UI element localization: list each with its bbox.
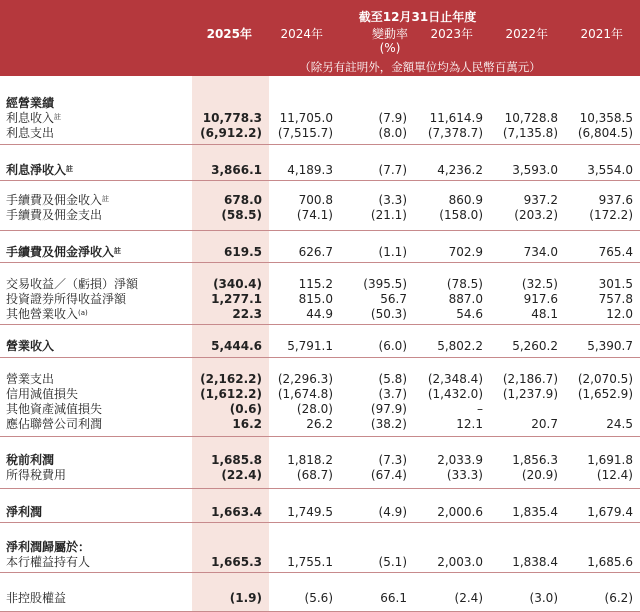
- row-label-text: 手續費及佣金支出: [6, 208, 103, 222]
- row-label: [6, 306, 88, 322]
- value-2021: 3,554.0: [587, 163, 633, 177]
- value-2021: 1,679.4: [587, 505, 633, 519]
- table-row: [0, 554, 640, 570]
- row-label-text: 手續費及佣金收入: [6, 193, 103, 207]
- value-change: 56.7: [380, 292, 407, 306]
- value-change: (3.3): [378, 193, 407, 207]
- row-label-text: 淨利潤: [6, 505, 43, 519]
- value-2024: (68.7): [296, 468, 333, 482]
- row-label-text: 所得稅費用: [6, 468, 67, 482]
- value-2023: 887.0: [448, 292, 483, 306]
- value-2024: 115.2: [298, 277, 333, 291]
- row-label: [6, 371, 54, 387]
- value-2022: (1,237.9): [502, 387, 558, 401]
- value-change: (8.0): [378, 126, 407, 140]
- value-2024: 700.8: [298, 193, 333, 207]
- row-label: [6, 95, 54, 111]
- row-label: [6, 276, 138, 292]
- currency-note: （除另有註明外，金額單位均為人民幣百萬元）: [299, 60, 541, 74]
- table-row: [0, 162, 640, 178]
- value-change: (50.3): [370, 307, 407, 321]
- row-label: [6, 192, 109, 208]
- period-heading: 截至12月31日止年度: [358, 10, 477, 24]
- value-2021: 937.6: [598, 193, 633, 207]
- table-row: [0, 504, 640, 520]
- value-2021: 5,390.7: [587, 339, 633, 353]
- year-2024-heading: 2024年: [280, 27, 323, 41]
- value-change: (395.5): [363, 277, 407, 291]
- table-row: [0, 276, 640, 292]
- row-label-text: 利息淨收入: [6, 163, 67, 177]
- value-2025: 16.2: [232, 417, 262, 431]
- value-2025: (0.6): [229, 402, 262, 416]
- row-label: [6, 401, 102, 417]
- table-row: [0, 125, 640, 141]
- year-2021-heading: 2021年: [580, 27, 623, 41]
- table-row: [0, 467, 640, 483]
- value-2022: 48.1: [531, 307, 558, 321]
- value-2023: 702.9: [448, 245, 483, 259]
- value-2023: (1,432.0): [427, 387, 483, 401]
- row-label: [6, 162, 73, 178]
- value-2024: (5.6): [304, 591, 333, 605]
- value-change: (7.9): [378, 111, 407, 125]
- table-row: [0, 95, 640, 111]
- value-2021: (172.2): [589, 208, 633, 222]
- row-label-text: 應佔聯營公司利潤: [6, 417, 103, 431]
- value-2024: 1,749.5: [287, 505, 333, 519]
- value-2025: (2,162.2): [200, 372, 262, 386]
- value-2024: (74.1): [296, 208, 333, 222]
- row-label-text: 其他營業收入: [6, 307, 79, 321]
- value-2025: 678.0: [224, 193, 262, 207]
- table-row: [0, 110, 640, 126]
- table-row: [0, 401, 640, 417]
- row-divider: [0, 324, 640, 325]
- row-label-text: 手續費及佣金淨收入: [6, 245, 115, 259]
- change-rate-label: 變動率: [371, 27, 408, 41]
- value-2024: 815.0: [298, 292, 333, 306]
- value-2025: 619.5: [224, 245, 262, 259]
- value-2023: (33.3): [446, 468, 483, 482]
- row-label-text: 交易收益／（虧損）淨額: [6, 277, 139, 291]
- year-2023-heading: 2023年: [430, 27, 473, 41]
- value-2022: (3.0): [529, 591, 558, 605]
- value-2025: 1,685.8: [211, 453, 262, 467]
- value-change: (3.7): [378, 387, 407, 401]
- value-change: 66.1: [380, 591, 407, 605]
- value-2022: (7,135.8): [502, 126, 558, 140]
- row-divider: [0, 522, 640, 523]
- value-change: (67.4): [370, 468, 407, 482]
- row-label-text: 其他資產減值損失: [6, 402, 103, 416]
- value-2025: (22.4): [221, 468, 262, 482]
- value-change: (4.9): [378, 505, 407, 519]
- row-label: [6, 467, 66, 483]
- change-rate-unit: (%): [379, 41, 401, 55]
- row-label: [6, 291, 126, 307]
- row-label-text: 利息支出: [6, 126, 55, 140]
- row-divider: [0, 357, 640, 358]
- table-header: [0, 0, 640, 76]
- value-2025: (6,912.2): [200, 126, 262, 140]
- value-2024: (28.0): [296, 402, 333, 416]
- value-2022: 1,838.4: [512, 555, 558, 569]
- row-label: [6, 110, 61, 126]
- row-label-text: 營業收入: [6, 339, 55, 353]
- value-2021: 301.5: [598, 277, 633, 291]
- value-2021: 765.4: [598, 245, 633, 259]
- value-2022: 1,835.4: [512, 505, 558, 519]
- value-2022: 10,728.8: [504, 111, 558, 125]
- value-2022: (32.5): [521, 277, 558, 291]
- row-label: [6, 539, 90, 555]
- value-2022: 1,856.3: [512, 453, 558, 467]
- value-2025: 22.3: [232, 307, 262, 321]
- value-change: (5.1): [378, 555, 407, 569]
- value-2023: (2.4): [454, 591, 483, 605]
- value-2022: 937.2: [523, 193, 558, 207]
- value-change: (7.3): [378, 453, 407, 467]
- row-label-text: 信用減值損失: [6, 387, 79, 401]
- value-change: (5.8): [378, 372, 407, 386]
- row-label: [6, 554, 90, 570]
- value-2023: 54.6: [456, 307, 483, 321]
- row-label-text: 淨利潤歸屬於：: [6, 540, 91, 554]
- row-label-text: 稅前利潤: [6, 453, 55, 467]
- value-2023: (2,348.4): [427, 372, 483, 386]
- row-divider: [0, 262, 640, 263]
- row-label-text: 營業支出: [6, 372, 55, 386]
- table-row: [0, 590, 640, 606]
- value-2021: (2,070.5): [577, 372, 633, 386]
- value-2025: 3,866.1: [211, 163, 262, 177]
- table-row: [0, 338, 640, 354]
- value-2024: 5,791.1: [287, 339, 333, 353]
- value-2023: 2,003.0: [437, 555, 483, 569]
- row-label: [6, 338, 54, 354]
- footnote-marker: 註: [54, 113, 62, 121]
- row-label: [6, 416, 102, 432]
- value-change: (1.1): [378, 245, 407, 259]
- table-row: [0, 452, 640, 468]
- row-label: [6, 244, 121, 260]
- value-2025: 5,444.6: [211, 339, 262, 353]
- value-2021: 24.5: [606, 417, 633, 431]
- table-row: [0, 306, 640, 322]
- value-2025: 1,663.4: [211, 505, 262, 519]
- table-row: [0, 386, 640, 402]
- row-label: [6, 504, 42, 520]
- row-label: [6, 452, 54, 468]
- value-2023: (158.0): [439, 208, 483, 222]
- value-2021: 1,691.8: [587, 453, 633, 467]
- footnote-marker: 註: [102, 195, 110, 203]
- footnote-marker: 註: [114, 247, 122, 255]
- value-change: (6.0): [378, 339, 407, 353]
- row-label: [6, 590, 66, 606]
- row-label: [6, 125, 54, 141]
- value-2023: (7,378.7): [427, 126, 483, 140]
- row-label-text: 非控股權益: [6, 591, 67, 605]
- row-divider: [0, 488, 640, 489]
- table-row: [0, 371, 640, 387]
- value-2022: (20.9): [521, 468, 558, 482]
- row-divider: [0, 144, 640, 145]
- value-2021: 10,358.5: [579, 111, 633, 125]
- value-2023: 2,033.9: [437, 453, 483, 467]
- value-change: (38.2): [370, 417, 407, 431]
- value-2025: 1,665.3: [211, 555, 262, 569]
- value-2023: (78.5): [446, 277, 483, 291]
- value-2021: (1,652.9): [577, 387, 633, 401]
- table-row: [0, 539, 640, 555]
- row-divider: [0, 436, 640, 437]
- value-2025: 10,778.3: [202, 111, 262, 125]
- value-2023: 860.9: [448, 193, 483, 207]
- value-2022: 3,593.0: [512, 163, 558, 177]
- value-2022: 917.6: [523, 292, 558, 306]
- value-2021: (6,804.5): [577, 126, 633, 140]
- value-2021: 757.8: [598, 292, 633, 306]
- value-change: (21.1): [370, 208, 407, 222]
- value-2023: –: [477, 402, 483, 416]
- value-2025: 1,277.1: [211, 292, 262, 306]
- value-2024: 1,755.1: [287, 555, 333, 569]
- row-label-text: 經營業績: [6, 96, 55, 110]
- value-2025: (340.4): [213, 277, 262, 291]
- table-row: [0, 192, 640, 208]
- footnote-marker: (a): [78, 309, 88, 317]
- value-2024: 4,189.3: [287, 163, 333, 177]
- value-2024: (1,674.8): [277, 387, 333, 401]
- value-2021: (12.4): [596, 468, 633, 482]
- row-label: [6, 207, 102, 223]
- table-row: [0, 244, 640, 260]
- value-2024: 1,818.2: [287, 453, 333, 467]
- value-2025: (1,612.2): [200, 387, 262, 401]
- row-divider: [0, 572, 640, 573]
- value-2022: 734.0: [523, 245, 558, 259]
- value-2023: 2,000.6: [437, 505, 483, 519]
- value-2024: 626.7: [298, 245, 333, 259]
- value-2022: (203.2): [514, 208, 558, 222]
- table-row: [0, 291, 640, 307]
- row-label-text: 本行權益持有人: [6, 555, 91, 569]
- value-2022: (2,186.7): [502, 372, 558, 386]
- row-label-text: 利息收入: [6, 111, 55, 125]
- value-2024: 44.9: [306, 307, 333, 321]
- table-row: [0, 207, 640, 223]
- value-2021: 12.0: [606, 307, 633, 321]
- value-2021: (6.2): [604, 591, 633, 605]
- footnote-marker: 註: [66, 165, 74, 173]
- value-2025: (58.5): [221, 208, 262, 222]
- value-2023: 4,236.2: [437, 163, 483, 177]
- value-2023: 11,614.9: [429, 111, 483, 125]
- value-2024: 26.2: [306, 417, 333, 431]
- value-2023: 5,802.2: [437, 339, 483, 353]
- value-2022: 20.7: [531, 417, 558, 431]
- value-2024: (7,515.7): [277, 126, 333, 140]
- row-divider: [0, 180, 640, 181]
- value-2024: (2,296.3): [277, 372, 333, 386]
- row-label: [6, 386, 78, 402]
- value-2024: 11,705.0: [279, 111, 333, 125]
- value-change: (97.9): [370, 402, 407, 416]
- value-2025: (1.9): [229, 591, 262, 605]
- row-label-text: 投資證券所得收益淨額: [6, 292, 127, 306]
- table-row: [0, 416, 640, 432]
- value-2021: 1,685.6: [587, 555, 633, 569]
- year-2022-heading: 2022年: [505, 27, 548, 41]
- value-change: (7.7): [378, 163, 407, 177]
- row-divider: [0, 230, 640, 231]
- value-2022: 5,260.2: [512, 339, 558, 353]
- year-2025-heading: 2025年: [206, 27, 252, 41]
- value-2023: 12.1: [456, 417, 483, 431]
